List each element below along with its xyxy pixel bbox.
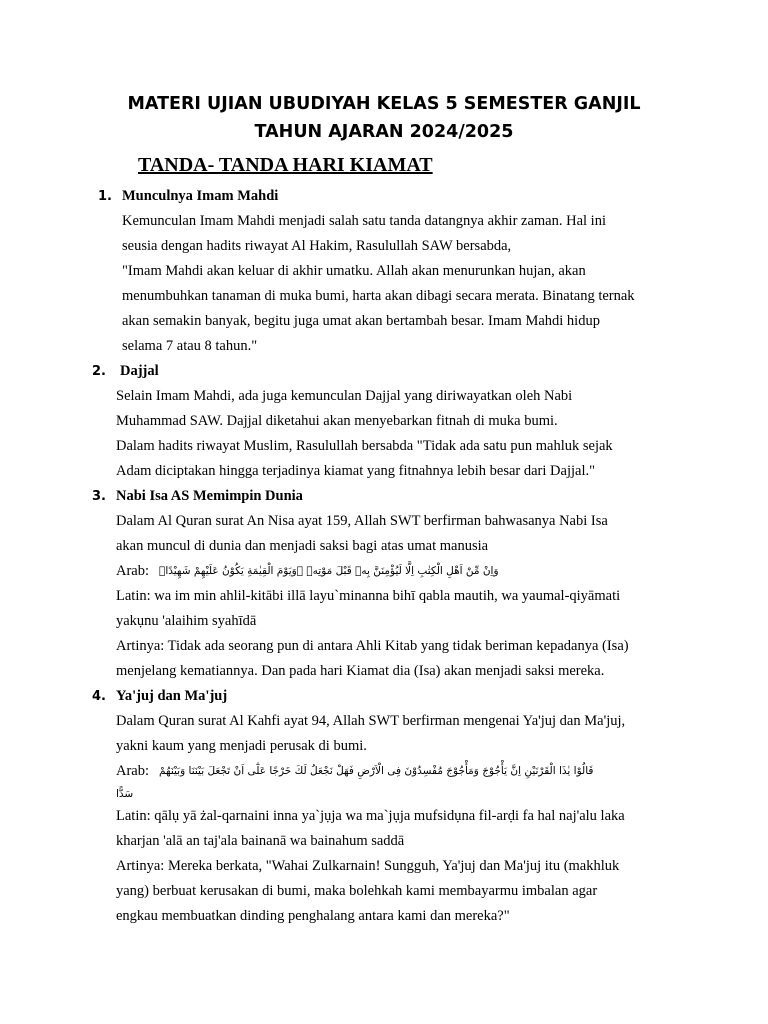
document-title	[0, 0, 768, 146]
arabic-verse: قَالُوْا يٰذَا الْقَرْنَيْنِ اِنَّ يَأْجُوْجَ وَمَأْجُوْجَ مُفْسِدُوْنَ فِى الْاَرْضِ فَهَلْ نَجْعَلُ لَكَ خَرْجًا عَلٰٓى اَنْ تَجْعَلَ بَيْنَنَا وَبَيْنَهُمْ	[159, 765, 594, 777]
paragraph-line: Dalam Al Quran surat An Nisa ayat 159, Allah SWT berfirman bahwasanya Nabi Isa	[116, 513, 608, 529]
arabic-verse: وَاِنْ مِّنْ اَهْلِ الْكِتٰبِ اِلَّا لَيُؤْمِنَنَّ بِهٖ قَبْلَ مَوْتِهٖ ۚوَيَوْمَ الْقِيٰمَةِ يَكُوْنُ عَلَيْهِمْ شَهِيْدًاۚ	[159, 565, 499, 577]
latin-line: Latin: qālụ yā żal-qarnaini inna ya`jụja wa ma`jụja mufsidụna fil-arḍi fa hal naj'alu laka	[116, 808, 625, 824]
list-item	[0, 684, 768, 929]
list-item	[0, 359, 768, 484]
latin-line: Latin: wa im min ahlil-kitābi illā layu`minanna bihī qabla mautih, wa yaumal-qiyāmati	[116, 588, 621, 604]
arabic-label: Arab:	[116, 763, 150, 779]
item-heading: Dajjal	[120, 363, 159, 379]
paragraph-line: Selain Imam Mahdi, ada juga kemunculan Dajjal yang diriwayatkan oleh Nabi	[116, 388, 573, 404]
item-number: 4.	[92, 689, 106, 704]
item-number: 2.	[92, 364, 106, 379]
translation-line: Artinya: Mereka berkata, "Wahai Zulkarnain! Sungguh, Ya'juj dan Ma'juj itu (makhluk	[116, 858, 620, 874]
translation-line: menjelang kematiannya. Dan pada hari Kiamat dia (Isa) akan menjadi saksi mereka.	[116, 663, 605, 679]
paragraph-line: akan muncul di dunia dan menjadi saksi bagi atas umat manusia	[116, 538, 489, 554]
section-subtitle: TANDA- TANDA HARI KIAMAT	[138, 154, 433, 176]
title-line-1: MATERI UJIAN UBUDIYAH KELAS 5 SEMESTER GANJIL	[127, 94, 641, 114]
latin-line: kharjan 'alā an taj'ala bainanā wa bainahum saddā	[116, 833, 405, 849]
title-line-2: TAHUN AJARAN 2024/2025	[254, 122, 514, 142]
translation-line: yang) berbuat kerusakan di bumi, maka bolehkah kami membayarmu imbalan agar	[116, 883, 598, 899]
item-heading: Munculnya Imam Mahdi	[122, 188, 279, 204]
arabic-verse-row	[0, 759, 768, 784]
paragraph-line: Adam diciptakan hingga terjadinya kiamat yang fitnahnya lebih besar dari Dajjal."	[116, 463, 596, 479]
paragraph-line: selama 7 atau 8 tahun."	[122, 338, 258, 354]
item-number: 1.	[98, 189, 112, 204]
item-heading: Nabi Isa AS Memimpin Dunia	[116, 488, 303, 504]
content-body	[0, 184, 768, 929]
item-number: 3.	[92, 489, 106, 504]
paragraph-line: Muhammad SAW. Dajjal diketahui akan menyebarkan fitnah di muka bumi.	[116, 413, 558, 429]
translation-line: Artinya: Tidak ada seorang pun di antara Ahli Kitab yang tidak beriman kepadanya (Isa)	[116, 638, 629, 654]
arabic-label: Arab:	[116, 563, 150, 579]
paragraph-line: menumbuhkan tanaman di muka bumi, harta akan dibagi secara merata. Binatang ternak	[122, 288, 635, 304]
latin-line: yakụnu 'alaihim syahīdā	[116, 613, 257, 629]
paragraph-line: Dalam Quran surat Al Kahfi ayat 94, Allah SWT berfirman mengenai Ya'juj dan Ma'juj,	[116, 713, 626, 729]
paragraph-line: Dalam hadits riwayat Muslim, Rasulullah bersabda "Tidak ada satu pun mahluk sejak	[116, 438, 613, 454]
paragraph-line: seusia dengan hadits riwayat Al Hakim, Rasulullah SAW bersabda,	[122, 238, 512, 254]
list-item	[0, 484, 768, 684]
paragraph-line: yakni kaum yang menjadi perusak di bumi.	[116, 738, 367, 754]
paragraph-line: akan semakin banyak, begitu juga umat akan bertambah besar. Imam Mahdi hidup	[122, 313, 600, 329]
list-item	[0, 184, 768, 359]
arabic-verse-continuation: سَدًّا	[116, 788, 134, 800]
paragraph-line: "Imam Mahdi akan keluar di akhir umatku. Allah akan menurunkan hujan, akan	[122, 263, 586, 279]
arabic-verse-row	[0, 559, 768, 584]
translation-line: engkau membuatkan dinding penghalang antara kami dan mereka?"	[116, 908, 510, 924]
paragraph-line: Kemunculan Imam Mahdi menjadi salah satu tanda datangnya akhir zaman. Hal ini	[122, 213, 606, 229]
item-heading: Ya'juj dan Ma'juj	[116, 688, 228, 704]
